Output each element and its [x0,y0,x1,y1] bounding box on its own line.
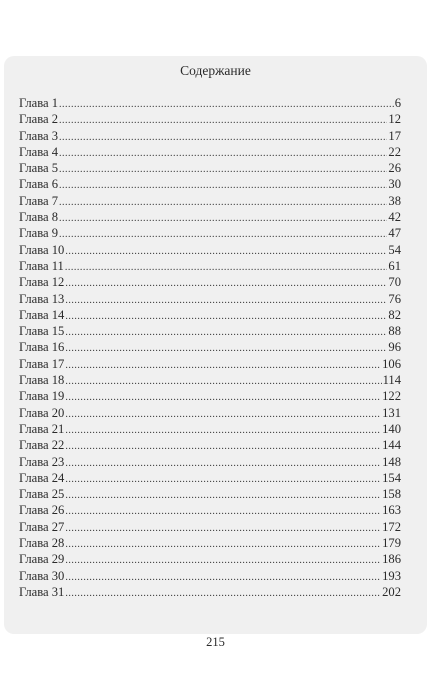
toc-entry-page: 26 [388,161,401,176]
toc-entry-label: Глава 29 [19,552,65,567]
toc-entry-page: 96 [388,340,401,355]
toc-dot-leader [59,162,387,178]
toc-dot-leader [65,570,381,586]
toc-entry-page: 179 [382,536,401,551]
toc-entry [19,258,401,274]
toc-entry [19,128,401,144]
toc-entry-page: 30 [388,177,401,192]
toc-entry [19,421,401,437]
toc-entry-page: 82 [388,307,401,322]
toc-entry [19,111,401,127]
toc-entry-label: Глава 26 [19,503,65,518]
toc-entry-page: 154 [382,470,401,485]
toc-dot-leader [65,309,387,325]
toc-entry-page: 148 [382,454,401,469]
table-of-contents [19,95,401,600]
toc-entry-label: Глава 25 [19,487,65,502]
toc-entry-label: Глава 30 [19,568,65,583]
toc-entry [19,144,401,160]
toc-entry [19,225,401,241]
toc-entry-label: Глава 17 [19,356,65,371]
toc-entry [19,291,401,307]
toc-entry [19,339,401,355]
toc-entry-page: 88 [388,324,401,339]
toc-entry-label: Глава 14 [19,307,65,322]
toc-entry [19,242,401,258]
toc-entry [19,502,401,518]
toc-entry-page: 186 [382,552,401,567]
toc-entry-page: 76 [388,291,401,306]
toc-entry-page: 12 [388,112,401,127]
toc-entry-label: Глава 1 [19,96,59,110]
toc-entry-label: Глава 18 [19,373,65,388]
toc-dot-leader [59,227,387,243]
toc-dot-leader [65,260,388,276]
toc-dot-leader [65,407,381,423]
toc-entry-label: Глава 5 [19,161,59,176]
toc-entry [19,486,401,502]
toc-entry [19,568,401,584]
toc-entry-label: Глава 11 [19,258,64,273]
toc-entry-page: 6 [394,96,401,110]
toc-dot-leader [65,439,381,455]
toc-entry-page: 61 [388,258,401,273]
toc-entry-page: 22 [388,144,401,159]
toc-entry-label: Глава 21 [19,421,65,436]
toc-entry [19,388,401,404]
toc-dot-leader [65,456,381,472]
toc-entry-label: Глава 16 [19,340,65,355]
toc-entry-page: 70 [388,275,401,290]
toc-entry-page: 17 [388,128,401,143]
toc-entry [19,323,401,339]
toc-entry-page: 144 [382,438,401,453]
toc-entry [19,470,401,486]
toc-entry-label: Глава 20 [19,405,65,420]
toc-dot-leader [65,537,381,553]
toc-entry [19,95,401,111]
toc-dot-leader [65,358,381,374]
toc-dot-leader [65,293,387,309]
toc-entry [19,193,401,209]
toc-dot-leader [59,97,394,113]
toc-dot-leader [59,146,387,162]
toc-dot-leader [59,130,387,146]
toc-dot-leader [59,178,387,194]
toc-entry [19,176,401,192]
toc-entry-page: 163 [382,503,401,518]
page-number: 215 [206,635,225,649]
toc-entry-label: Глава 4 [19,144,59,159]
toc-entry-page: 114 [382,373,401,388]
toc-dot-leader [59,113,387,129]
toc-entry-label: Глава 8 [19,210,59,225]
toc-entry-label: Глава 12 [19,275,65,290]
toc-entry-page: 38 [388,193,401,208]
toc-entry-page: 106 [382,356,401,371]
toc-dot-leader [65,374,381,390]
toc-entry-page: 42 [388,210,401,225]
toc-entry-page: 131 [382,405,401,420]
toc-entry-label: Глава 28 [19,536,65,551]
toc-dot-leader [65,553,381,569]
toc-dot-leader [65,504,381,520]
toc-entry [19,437,401,453]
toc-dot-leader [65,390,381,406]
toc-entry-label: Глава 31 [19,584,65,599]
toc-entry-page: 158 [382,487,401,502]
toc-dot-leader [65,521,381,537]
toc-entry-page: 47 [388,226,401,241]
toc-entry-label: Глава 27 [19,519,65,534]
toc-dot-leader [65,341,387,357]
toc-entry-page: 202 [382,584,401,599]
toc-entry-page: 122 [382,389,401,404]
toc-dot-leader [65,488,381,504]
toc-entry-label: Глава 9 [19,226,59,241]
toc-entry-label: Глава 24 [19,470,65,485]
toc-entry [19,274,401,290]
toc-entry-label: Глава 13 [19,291,65,306]
toc-entry-label: Глава 6 [19,177,59,192]
toc-entry-label: Глава 23 [19,454,65,469]
toc-entry [19,307,401,323]
toc-entry-label: Глава 2 [19,112,59,127]
toc-entry-label: Глава 19 [19,389,65,404]
toc-entry [19,160,401,176]
toc-entry [19,356,401,372]
toc-entry-page: 172 [382,519,401,534]
page-title: Содержание [180,63,251,78]
toc-entry-page: 140 [382,421,401,436]
toc-dot-leader [59,195,387,211]
toc-entry-page: 54 [388,242,401,257]
toc-entry-label: Глава 15 [19,324,65,339]
toc-entry [19,454,401,470]
toc-entry [19,405,401,421]
toc-entry [19,372,401,388]
toc-entry [19,519,401,535]
toc-dot-leader [65,423,381,439]
toc-entry-page: 193 [382,568,401,583]
toc-entry [19,551,401,567]
toc-entry [19,209,401,225]
toc-entry-label: Глава 22 [19,438,65,453]
toc-entry-label: Глава 3 [19,128,59,143]
toc-dot-leader [65,244,387,260]
toc-entry-label: Глава 10 [19,242,65,257]
toc-dot-leader [65,586,381,602]
toc-dot-leader [65,276,387,292]
toc-dot-leader [65,325,387,341]
toc-dot-leader [59,211,387,227]
toc-entry [19,584,401,600]
toc-dot-leader [65,472,381,488]
toc-entry-label: Глава 7 [19,193,59,208]
toc-entry [19,535,401,551]
